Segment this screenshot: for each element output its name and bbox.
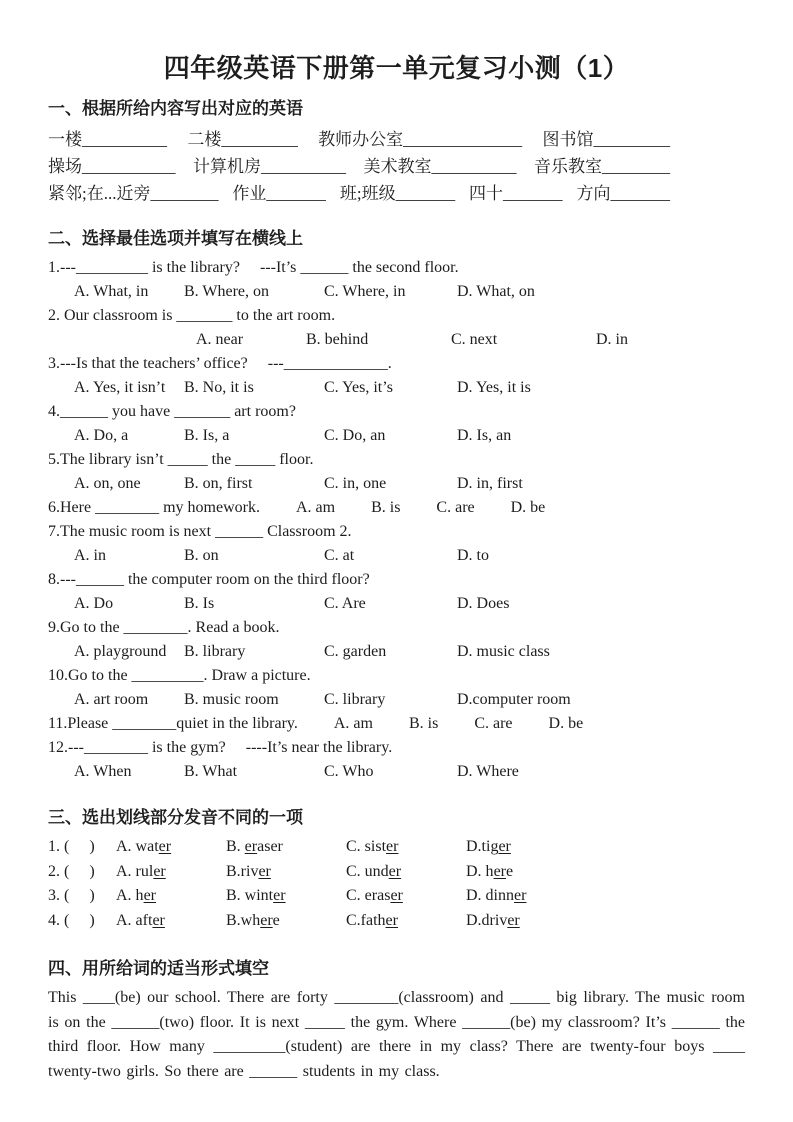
- vocab-term-blank: 操场___________: [48, 157, 176, 176]
- answer-option: C. Who: [324, 763, 374, 780]
- vocab-row: [48, 126, 670, 153]
- answer-option: C. in, one: [324, 475, 387, 492]
- section-fill-blanks: [48, 959, 745, 1084]
- phonics-option: D. dinner: [466, 887, 527, 904]
- options-row: [48, 688, 745, 712]
- vocab-term-blank: 四十_______: [469, 184, 563, 203]
- vocab-term-blank: 二楼_________: [187, 130, 298, 149]
- question-text: 2. Our classroom is _______ to the art room.: [48, 307, 336, 324]
- vocab-term-blank: 方向_______: [576, 184, 670, 203]
- question-line: [48, 352, 745, 376]
- phonics-option: B.river: [226, 862, 271, 880]
- phonics-row: [48, 909, 745, 934]
- question-text: 10.Go to the _________. Draw a picture.: [48, 667, 311, 684]
- options-row: [48, 280, 745, 304]
- phonics-option: C. eraser: [346, 887, 403, 904]
- question-line: [48, 520, 745, 544]
- section-two-heading: 二、选择最佳选项并填写在横线上: [48, 229, 303, 248]
- answer-option: B. Is, a: [184, 427, 230, 444]
- answer-option: B. music room: [184, 691, 279, 708]
- question: [48, 520, 745, 568]
- options-row: [48, 592, 745, 616]
- answer-option: A. playground: [74, 643, 167, 660]
- question-text: 9.Go to the ________. Read a book.: [48, 619, 280, 636]
- answer-option: A. on, one: [74, 475, 141, 492]
- question-list: [48, 256, 745, 784]
- question-line: [48, 664, 745, 688]
- answer-option: A. am: [295, 499, 336, 516]
- answer-option: C. are: [474, 715, 513, 732]
- phonics-option: D.driver: [466, 911, 520, 929]
- question-text: 7.The music room is next ______ Classroom 2.: [48, 523, 352, 540]
- question: [48, 496, 745, 520]
- answer-option: A. art room: [74, 691, 149, 708]
- answer-option: C. Do, an: [324, 427, 386, 444]
- phonics-row: [48, 835, 745, 860]
- answer-option: A. When: [74, 763, 132, 780]
- phonics-option: A. after: [116, 911, 165, 929]
- answer-option: C. Are: [324, 595, 366, 612]
- phonics-row: [48, 884, 745, 909]
- answer-option: C. at: [324, 547, 355, 564]
- answer-option: C. Where, in: [324, 283, 406, 300]
- answer-option: B. on, first: [184, 475, 253, 492]
- answer-option: B. is: [371, 499, 401, 516]
- answer-option: D. music class: [457, 643, 550, 660]
- question-text: 8.---______ the computer room on the third floor?: [48, 571, 370, 588]
- phonics-option: D. here: [466, 862, 514, 880]
- answer-option: D. Does: [457, 595, 510, 612]
- vocab-term-blank: 图书馆_________: [542, 130, 670, 149]
- question-text: 4.______ you have _______ art room?: [48, 403, 296, 420]
- answer-option: B. on: [184, 547, 219, 564]
- question: [48, 568, 745, 616]
- answer-bracket: 4. ( ): [48, 911, 95, 929]
- answer-option: B. is: [408, 715, 439, 732]
- answer-option: C. are: [436, 499, 475, 516]
- vocab-term-blank: 班;班级_______: [339, 184, 456, 203]
- question-text: 11.Please ________quiet in the library.: [48, 715, 298, 732]
- answer-option: B. What: [184, 763, 238, 780]
- question: [48, 400, 745, 448]
- answer-option: B. Is: [184, 595, 215, 612]
- phonics-row: [48, 860, 745, 885]
- answer-bracket: 2. ( ): [48, 862, 95, 880]
- answer-option: A. What, in: [74, 283, 149, 300]
- question: [48, 304, 745, 352]
- answer-bracket: 1. ( ): [48, 838, 95, 855]
- phonics-option: B. winter: [226, 887, 286, 904]
- section-four-heading: 四、用所给词的适当形式填空: [48, 959, 269, 978]
- phonics-rows: [48, 835, 745, 933]
- options-row: [48, 640, 745, 664]
- section-multiple-choice: [48, 229, 745, 784]
- question-line: [48, 304, 745, 328]
- answer-option: D. in: [596, 331, 628, 348]
- options-row: [48, 328, 745, 352]
- vocab-term-blank: 一楼__________: [48, 130, 167, 149]
- answer-option: D. What, on: [457, 283, 535, 300]
- answer-option: A. in: [74, 547, 106, 564]
- question-text: 3.---Is that the teachers’ office? ---_____________.: [48, 355, 392, 372]
- answer-option: D. Where: [457, 763, 519, 780]
- phonics-option: B. eraser: [226, 838, 283, 855]
- question: [48, 616, 745, 664]
- question: [48, 352, 745, 400]
- answer-option: B. No, it is: [184, 379, 254, 396]
- phonics-option: C.father: [346, 911, 398, 929]
- vocab-term-blank: 计算机房__________: [193, 157, 346, 176]
- answer-option: B. behind: [306, 331, 369, 348]
- phonics-option: A. her: [116, 887, 156, 904]
- phonics-option: C. under: [346, 862, 402, 880]
- vocab-term-blank: 作业_______: [232, 184, 326, 203]
- answer-option: D. in, first: [457, 475, 523, 492]
- answer-option: C. garden: [324, 643, 387, 660]
- question: [48, 256, 745, 304]
- options-row: [48, 760, 745, 784]
- question-line: [48, 400, 745, 424]
- vocab-term-blank: 音乐教室________: [534, 157, 670, 176]
- options-row: [48, 376, 745, 400]
- answer-option: D. be: [510, 499, 546, 516]
- phonics-option: C. sister: [346, 838, 399, 855]
- question: [48, 448, 745, 496]
- answer-option: C. library: [324, 691, 386, 708]
- options-row: [48, 424, 745, 448]
- section-vocabulary: [48, 99, 745, 207]
- phonics-option: D.tiger: [466, 838, 511, 855]
- answer-option: D. Is, an: [457, 427, 512, 444]
- phonics-option: A. ruler: [116, 862, 166, 880]
- answer-option: D. be: [548, 715, 584, 732]
- question-line: [48, 568, 745, 592]
- answer-option: D. to: [457, 547, 489, 564]
- question: [48, 664, 745, 712]
- answer-option: A. near: [196, 331, 244, 348]
- phonics-option: B.where: [226, 911, 280, 929]
- question: [48, 736, 745, 784]
- vocab-row: [48, 153, 670, 180]
- question: [48, 712, 745, 736]
- question-text: 5.The library isn’t _____ the _____ floor.: [48, 451, 314, 468]
- answer-option: A. am: [333, 715, 373, 732]
- vocab-row: [48, 180, 670, 207]
- vocab-term-blank: 紧邻;在...近旁________: [48, 184, 219, 203]
- section-phonics: [48, 808, 745, 933]
- answer-option: B. library: [184, 643, 246, 660]
- section-three-heading: 三、选出划线部分发音不同的一项: [48, 808, 303, 827]
- section-one-heading: 一、根据所给内容写出对应的英语: [48, 99, 303, 118]
- answer-bracket: 3. ( ): [48, 887, 95, 904]
- answer-option: D. Yes, it is: [457, 379, 531, 396]
- page-title: 四年级英语下册第一单元复习小测（1）: [163, 53, 630, 83]
- question-text: 6.Here ________ my homework.: [48, 499, 260, 516]
- question-text: 12.---________ is the gym? ----It’s near the library.: [48, 739, 393, 756]
- question-line: [48, 496, 745, 520]
- answer-option: A. Yes, it isn’t: [74, 379, 166, 396]
- vocab-term-blank: 教师办公室______________: [318, 130, 523, 149]
- fill-blank-paragraph: This ____(be) our school. There are forty ________(classroom) and _____ big library. The music room is on the ______(two) floor. It is next _____ the gym. Where ______(be) my classroom? It’s ______ the third floor. How many _________(student) are there in my class? There are twenty-four boys ____ twenty-two girls. So there are ______ students in my class.: [48, 989, 745, 1080]
- worksheet-page: [48, 48, 745, 1084]
- phonics-option: A. water: [116, 838, 172, 855]
- question-line: [48, 712, 745, 736]
- question-line: [48, 616, 745, 640]
- question-line: [48, 448, 745, 472]
- question-line: [48, 256, 745, 280]
- vocab-rows: [48, 126, 670, 207]
- vocab-term-blank: 美术教室__________: [363, 157, 517, 176]
- question-text: 1.---_________ is the library? ---It’s ______ the second floor.: [48, 259, 459, 276]
- options-row: [48, 544, 745, 568]
- options-row: [48, 472, 745, 496]
- answer-option: A. Do: [74, 595, 114, 612]
- answer-option: C. Yes, it’s: [324, 379, 393, 396]
- question-line: [48, 736, 745, 760]
- answer-option: D.computer room: [457, 691, 571, 708]
- answer-option: B. Where, on: [184, 283, 270, 300]
- answer-option: A. Do, a: [74, 427, 129, 444]
- answer-option: C. next: [451, 331, 498, 348]
